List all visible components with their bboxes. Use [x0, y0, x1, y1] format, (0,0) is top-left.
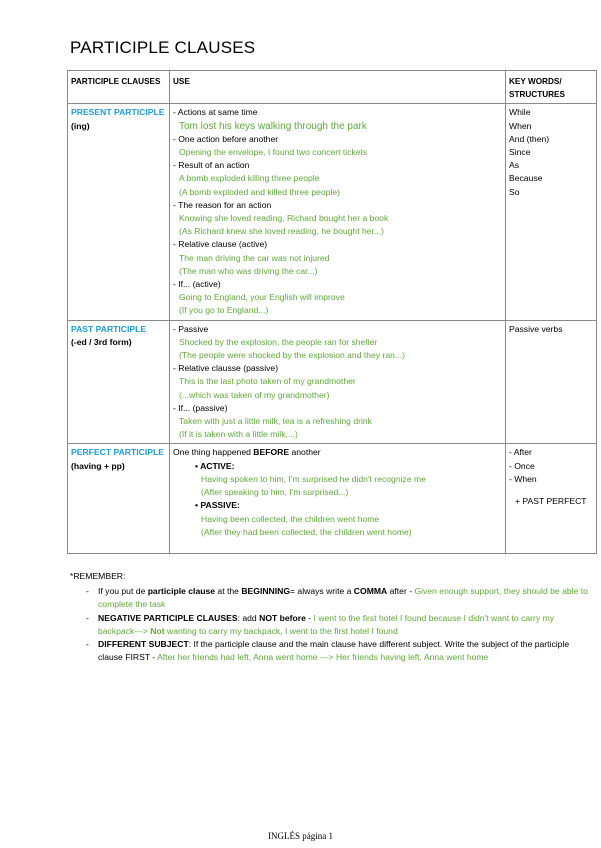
keyword: Because [509, 173, 543, 184]
present-participle-form: (ing) [71, 120, 90, 131]
example-text: After her friends had left, Anna went home ---> Her friends having left, Anna went home [157, 652, 489, 663]
example-bold: Not [150, 625, 165, 636]
example-text: I went to the first hotel I found because I didn't want to carry my backpack---> [98, 612, 555, 636]
example: (If you go to England...) [179, 305, 269, 316]
use-label: - The reason for an action [173, 199, 272, 210]
perfect-use-cell [170, 444, 506, 554]
active-label: • ACTIVE: [195, 460, 235, 471]
intro-bold: BEFORE [253, 447, 290, 458]
list-item [98, 638, 595, 664]
present-keywords-cell [506, 104, 597, 320]
example: Tom lost his keys walking through the park [179, 120, 367, 132]
example: (The people were shocked by the explosion and they ran...) [179, 350, 405, 361]
past-name-cell [68, 320, 170, 444]
use-label: - Result of an action [173, 160, 250, 171]
example: Taken with just a little milk, tea is a refreshing drink [179, 416, 372, 427]
table-row-perfect [68, 444, 597, 554]
remember-section [70, 570, 595, 664]
bold-text: participle clause [147, 586, 216, 597]
keyword: While [509, 107, 531, 118]
keyword: When [509, 120, 532, 131]
keyword: As [509, 160, 520, 171]
perfect-participle-form: (having + pp) [71, 460, 125, 471]
list-item [98, 585, 595, 611]
keyword-extra: + PAST PERFECT [515, 496, 587, 507]
example: Going to England, your English will improve [179, 292, 345, 303]
remember-heading: *REMEMBER: [70, 571, 126, 581]
example: This is the last photo taken of my grandmother [179, 376, 356, 387]
use-label: - Relative clause (active) [173, 239, 268, 250]
bold-text: COMMA [353, 586, 388, 597]
example-text: wanting to carry my backpack, I went to the first hotel I found [164, 625, 398, 636]
text: If you put de [98, 586, 148, 597]
participle-table [67, 70, 597, 554]
perfect-name-cell [68, 444, 170, 554]
use-label: - If... (active) [173, 279, 221, 290]
example: (After speaking to him, I'm surprised...) [201, 487, 349, 498]
present-name-cell [68, 104, 170, 320]
bold-text: NOT before [259, 612, 306, 623]
keyword: - When [509, 473, 537, 484]
present-participle-label: PRESENT PARTICIPLE [71, 107, 165, 118]
example: (A bomb exploded and killed three people) [179, 186, 341, 197]
keyword: And (then) [509, 133, 550, 144]
table-row-present [68, 104, 597, 320]
perfect-intro [173, 446, 502, 459]
text: = always write a [290, 586, 354, 597]
intro-text: another [289, 447, 321, 458]
header-use: USE [170, 71, 506, 104]
example: Having spoken to him, I'm surprised he didn't recognize me [201, 473, 426, 484]
header-row [68, 71, 597, 104]
use-label: - If... (passive) [173, 402, 228, 413]
past-use-cell [170, 320, 506, 444]
text: - [305, 612, 314, 623]
example: Shocked by the explosion, the people ran for shelter [179, 336, 378, 347]
perfect-participle-label: PERFECT PARTICIPLE [71, 447, 164, 458]
keyword: - After [509, 447, 532, 458]
header-participle: PARTICIPLE CLAUSES [68, 71, 170, 104]
use-label: - Actions at same time [173, 107, 258, 118]
example: The man driving the car was not injured [179, 252, 330, 263]
example: Knowing she loved reading, Richard bought her a book [179, 213, 389, 224]
past-keywords-cell [506, 320, 597, 444]
page-footer: INGLÉS página 1 [268, 831, 333, 841]
bold-text: DIFFERENT SUBJECT [98, 639, 189, 650]
example: Opening the envelope, I found two concert tickets [179, 147, 368, 158]
example: (After they had been collected, the children went home) [201, 526, 412, 537]
example: (The man who was driving the car...) [179, 265, 318, 276]
table-row-past [68, 320, 597, 444]
keyword: So [509, 186, 520, 197]
use-label: - One action before another [173, 133, 279, 144]
keyword: - Once [509, 460, 535, 471]
keyword: Since [509, 147, 531, 158]
example: (...which was taken of my grandmother) [179, 389, 330, 400]
example: (As Richard knew she loved reading, he bought her...) [179, 226, 384, 237]
header-keywords: KEY WORDS/ STRUCTURES [506, 71, 597, 104]
text: at the [215, 586, 242, 597]
example: A bomb exploded killing three people [179, 173, 320, 184]
keyword: Passive verbs [509, 323, 563, 334]
example: Having been collected, the children went home [201, 513, 380, 524]
page-title: PARTICIPLE CLAUSES [70, 38, 256, 57]
bold-text: BEGINNING [241, 586, 291, 597]
example-text: Given enough support, they should be able to complete the task [98, 586, 588, 610]
list-item [98, 612, 595, 638]
text: : add [237, 612, 260, 623]
text: after - [387, 586, 415, 597]
remember-list [70, 585, 595, 664]
text: : If the participle clause and the main clause have different subject. Write the subject of the participle clause FIRST - [98, 639, 570, 663]
perfect-keywords-cell [506, 444, 597, 554]
past-participle-label: PAST PARTICIPLE [71, 323, 147, 334]
intro-text: One thing happened [173, 447, 254, 458]
bold-text: NEGATIVE PARTICIPLE CLAUSES [98, 612, 238, 623]
past-participle-form: (-ed / 3rd form) [71, 336, 132, 347]
passive-label: • PASSIVE: [195, 500, 240, 511]
present-use-cell [170, 104, 506, 320]
use-label: - Passive [173, 323, 209, 334]
use-label: - Relative clausse (passive) [173, 363, 279, 374]
example: (If it is taken with a little milk,...) [179, 429, 298, 440]
